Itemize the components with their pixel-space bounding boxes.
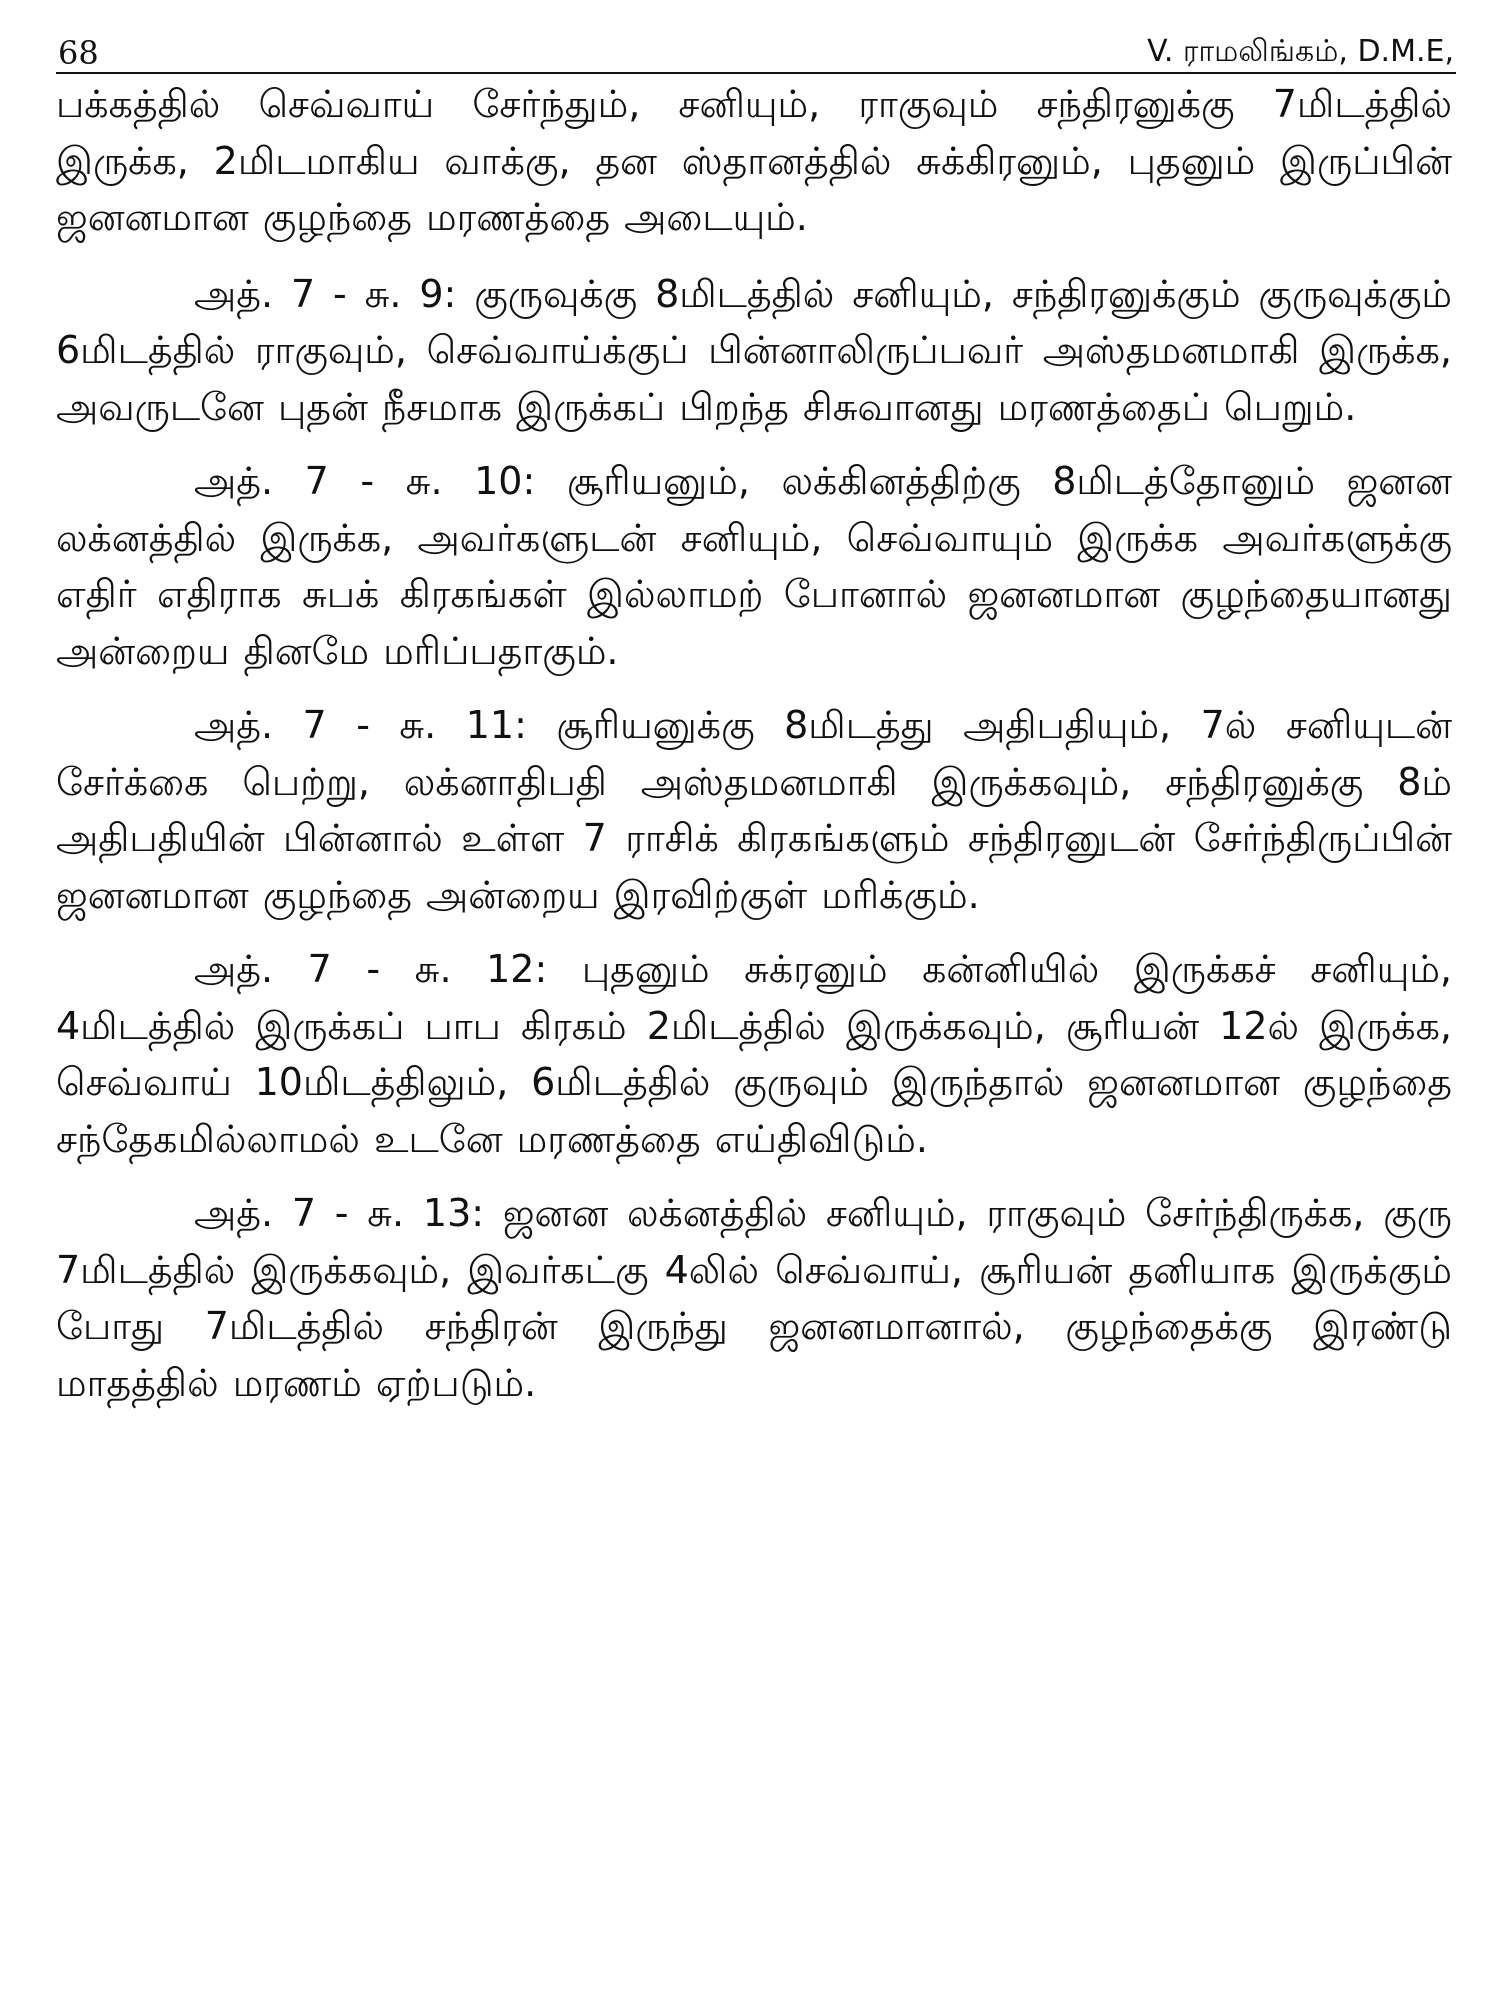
- paragraph-sutra-12: [56, 941, 1452, 1167]
- paragraph-sutra-10: [56, 453, 1452, 679]
- sutra-reference: அத். 7 - சு. 12:: [194, 947, 548, 991]
- page-number: 68: [58, 34, 99, 72]
- sutra-reference: அத். 7 - சு. 9:: [194, 271, 457, 316]
- paragraph-sutra-11: [56, 697, 1452, 923]
- paragraph-continued: [56, 76, 1452, 246]
- paragraph-text: பக்கத்தில் செவ்வாய் சேர்ந்தும், சனியும், ராகுவும் சந்திரனுக்கு 7மிடத்தில் இருக்க, 2மிடமாகிய வாக்கு, தன ஸ்தானத்தில் சுக்கிரனும், புதனும் இருப்பின் ஜனனமான குழந்தை மரணத்தை அடையும்.: [56, 82, 1452, 239]
- running-head: V. ராமலிங்கம், D.M.E,: [1147, 34, 1454, 69]
- paragraph-text: புதனும் சுக்ரனும் கன்னியில் இருக்கச் சனியும், 4மிடத்தில் இருக்கப் பாப கிரகம் 2மிடத்தில் இருக்கவும், சூரியன் 12ல் இருக்க, செவ்வாய் 10மிடத்திலும், 6மிடத்தில் குருவும் இருந்தால் ஜனனமான குழந்தை சந்தேகமில்லாமல் உடனே மரணத்தை எய்திவிடும்.: [56, 947, 1452, 1161]
- paragraph-text: சூரியனும், லக்கினத்திற்கு 8மிடத்தோனும் ஜனன லக்னத்தில் இருக்க, அவர்களுடன் சனியும், செவ்வாயும் இருக்க அவர்களுக்கு எதிர் எதிராக சுபக் கிரகங்கள் இல்லாமற் போனால் ஜனனமான குழந்தையானது அன்றைய தினமே மரிப்பதாகும்.: [56, 459, 1452, 673]
- sutra-reference: அத். 7 - சு. 13:: [194, 1191, 485, 1235]
- paragraph-text: குருவுக்கு 8மிடத்தில் சனியும், சந்திரனுக்கும் குருவுக்கும் 6மிடத்தில் ராகுவும், செவ்வாய்க்குப் பின்னாலிருப்பவர் அஸ்தமனமாகி இருக்க, அவருடனே புதன் நீசமாக இருக்கப் பிறந்த சிசுவானது மரணத்தைப் பெறும்.: [56, 271, 1452, 429]
- paragraph-text: சூரியனுக்கு 8மிடத்து அதிபதியும், 7ல் சனியுடன் சேர்க்கை பெற்று, லக்னாதிபதி அஸ்தமனமாகி இருக்கவும், சந்திரனுக்கு 8ம் அதிபதியின் பின்னால் உள்ள 7 ராசிக் கிரகங்களும் சந்திரனுடன் சேர்ந்திருப்பின் ஜனனமான குழந்தை அன்றைய இரவிற்குள் மரிக்கும்.: [56, 703, 1452, 917]
- page-body: [56, 76, 1452, 1429]
- sutra-reference: அத். 7 - சு. 11:: [194, 703, 527, 747]
- page-header: [56, 28, 1456, 74]
- paragraph-sutra-13: [56, 1185, 1452, 1411]
- paragraph-text: ஜனன லக்னத்தில் சனியும், ராகுவும் சேர்ந்திருக்க, குரு 7மிடத்தில் இருக்கவும், இவர்கட்கு 4லில் செவ்வாய், சூரியன் தனியாக இருக்கும் போது 7மிடத்தில் சந்திரன் இருந்து ஜனனமானால், குழந்தைக்கு இரண்டு மாதத்தில் மரணம் ஏற்படும்.: [56, 1191, 1452, 1405]
- sutra-reference: அத். 7 - சு. 10:: [194, 459, 536, 503]
- paragraph-sutra-9: [56, 266, 1452, 436]
